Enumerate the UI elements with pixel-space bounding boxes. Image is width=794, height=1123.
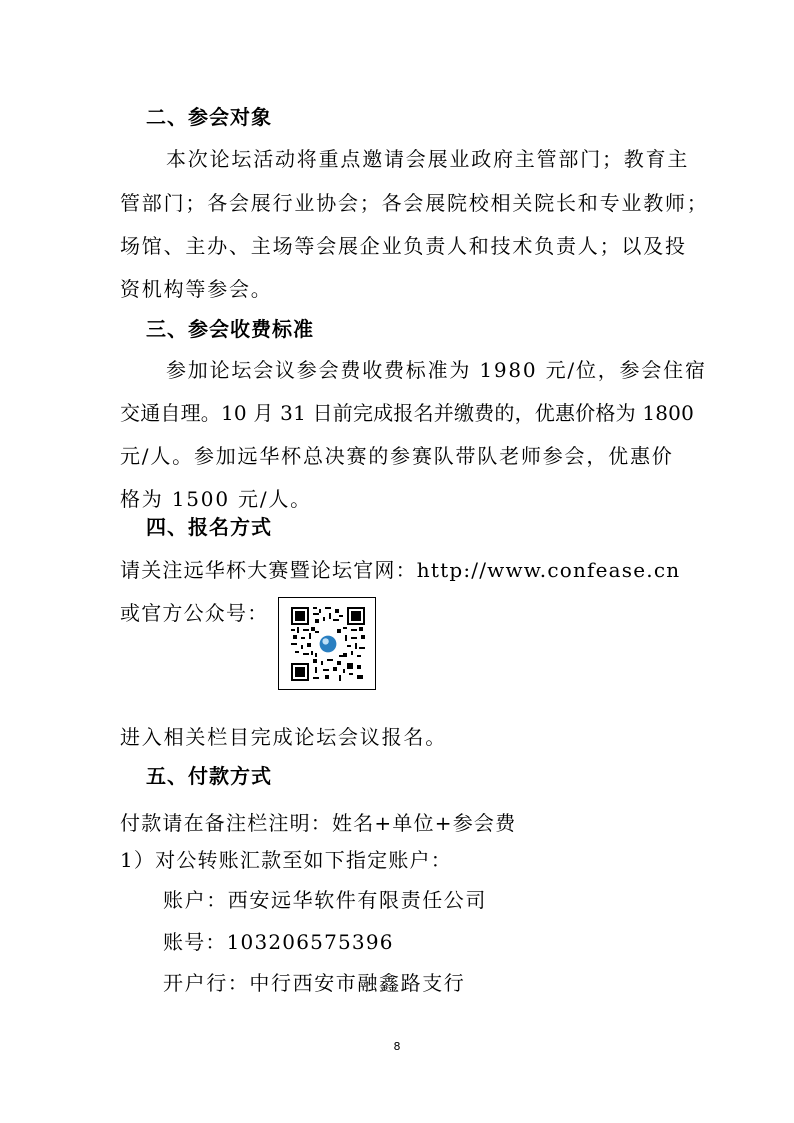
account-name: 账户：西安远华软件有限责任公司 bbox=[163, 888, 487, 912]
wechat-label: 或官方公众号： bbox=[120, 601, 269, 625]
qr-code bbox=[278, 597, 376, 690]
registration-instruction: 进入相关栏目完成论坛会议报名。 bbox=[120, 725, 447, 749]
section-2-heading: 二、参会对象 bbox=[146, 105, 272, 129]
section-4-heading: 四、报名方式 bbox=[146, 515, 272, 539]
section-3-line-4: 格为 1500 元/人。 bbox=[120, 487, 312, 511]
payment-note: 付款请在备注栏注明：姓名+单位+参会费 bbox=[120, 811, 517, 835]
qr-code-icon bbox=[291, 607, 365, 681]
section-2-line-2: 管部门；各会展行业协会；各会展院校相关院长和专业教师； bbox=[120, 191, 709, 215]
section-2-line-4: 资机构等参会。 bbox=[120, 277, 273, 301]
section-5-heading: 五、付款方式 bbox=[146, 764, 272, 788]
section-2-line-3: 场馆、主办、主场等会展企业负责人和技术负责人；以及投 bbox=[120, 234, 687, 258]
section-3-line-1: 参加论坛会议参会费收费标准为 1980 元/位，参会住宿 bbox=[166, 358, 707, 382]
website-line: 请关注远华杯大赛暨论坛官网：http://www.confease.cn bbox=[120, 558, 681, 582]
section-3-line-3: 元/人。参加远华杯总决赛的参赛队带队老师参会，优惠价 bbox=[120, 444, 674, 468]
transfer-title: 1）对公转账汇款至如下指定账户： bbox=[120, 848, 452, 872]
account-number: 账号：103206575396 bbox=[163, 930, 394, 954]
section-2-line-1: 本次论坛活动将重点邀请会展业政府主管部门；教育主 bbox=[166, 147, 690, 171]
section-3-heading: 三、参会收费标准 bbox=[146, 317, 314, 341]
bank-branch: 开户行：中行西安市融鑫路支行 bbox=[163, 971, 466, 995]
page-number: 8 bbox=[393, 1040, 401, 1053]
section-3-line-2: 交通自理。10 月 31 日前完成报名并缴费的，优惠价格为 1800 bbox=[120, 401, 695, 425]
